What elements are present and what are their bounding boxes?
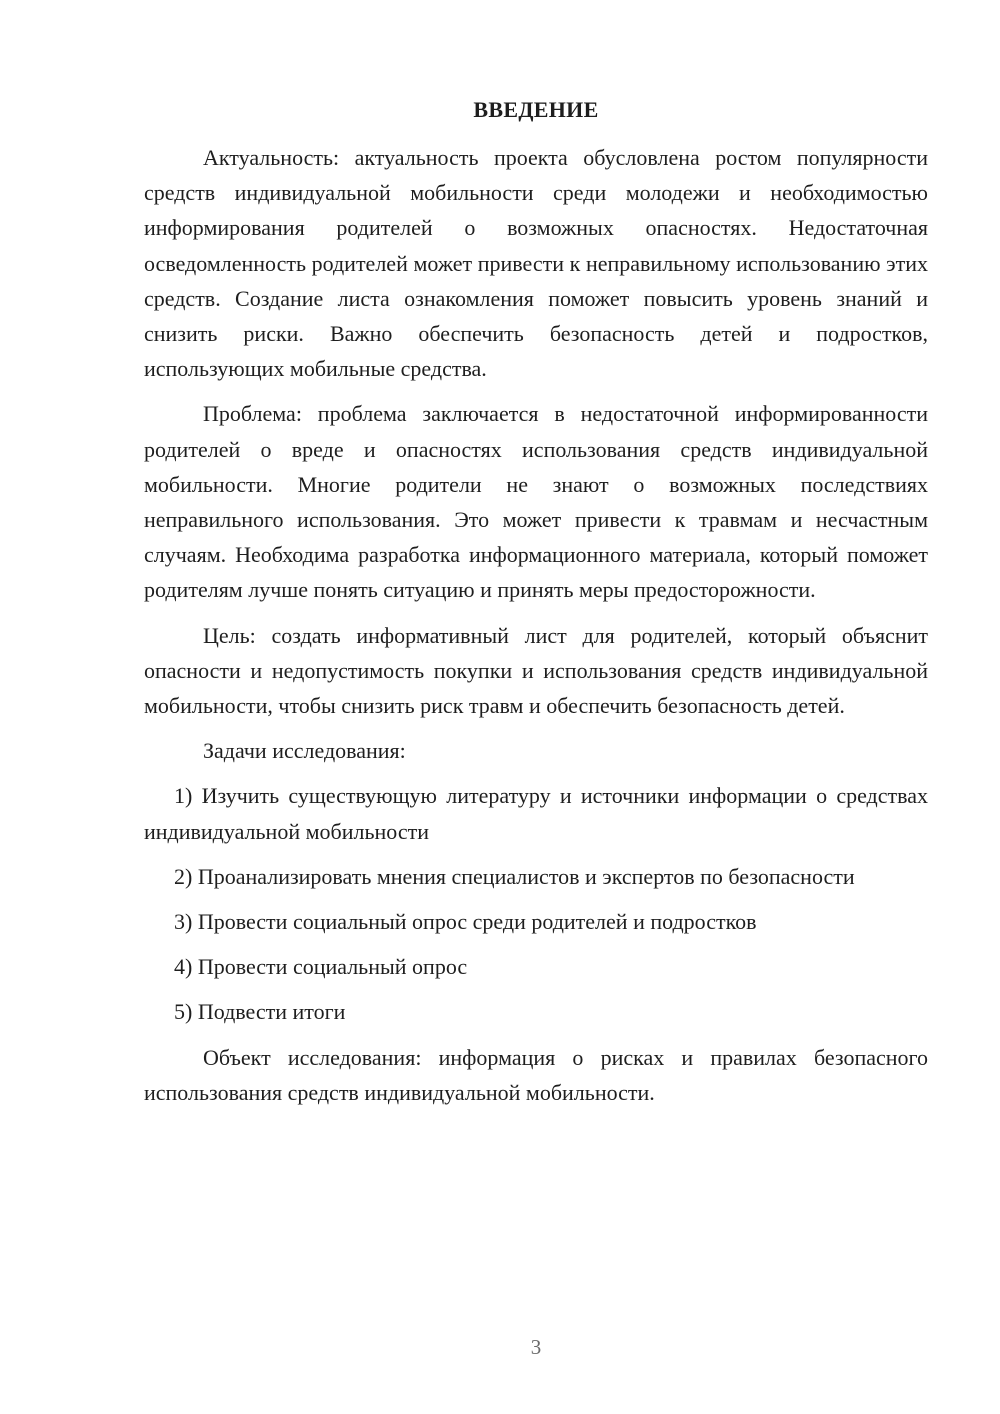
- task-item-2: 2) Проанализировать мнения специалистов и экспертов по безопасности: [174, 863, 855, 889]
- section-heading: ВВЕДЕНИЕ: [473, 97, 599, 122]
- task-item-3: 3) Провести социальный опрос среди родителей и подростков: [174, 909, 757, 935]
- goal-paragraph: Цель: создать информативный лист для родителей, который объяснит опасности и недопустимость покупки и использования средств индивидуальной мобильности, чтобы снизить риск травм и обеспечить безопасность детей.: [144, 622, 928, 719]
- task-item-5: 5) Подвести итоги: [174, 999, 346, 1025]
- page-number: 3: [530, 1335, 542, 1359]
- relevance-paragraph: Актуальность: актуальность проекта обусловлена ростом популярности средств индивидуальной мобильности среди молодежи и необходимостью информирования родителей о возможных опасностях. Недостаточная осведомленность родителей может привести к неправильному использованию этих средств. Создание листа ознакомления поможет повысить уровень знаний и снизить риски. Важно обеспечить безопасность детей и подростков, использующих мобильные средства.: [144, 145, 928, 382]
- problem-paragraph: Проблема: проблема заключается в недостаточной информированности родителей о вреде и опасностях использования средств индивидуальной мобильности. Многие родители не знают о возможных последствиях неправильного использования. Это может привести к травмам и несчастным случаям. Необходима разработка информационного материала, который поможет родителям лучше понять ситуацию и принять меры предосторожности.: [144, 401, 928, 603]
- object-paragraph: Объект исследования: информация о рисках и правилах безопасного использования средств индивидуальной мобильности.: [144, 1044, 928, 1105]
- task-item-1: 1) Изучить существующую литературу и источники информации о средствах индивидуальной мобильности: [144, 783, 928, 844]
- tasks-title: Задачи исследования:: [203, 738, 406, 764]
- task-item-4: 4) Провести социальный опрос: [174, 954, 468, 980]
- document-page: [144, 92, 928, 1110]
